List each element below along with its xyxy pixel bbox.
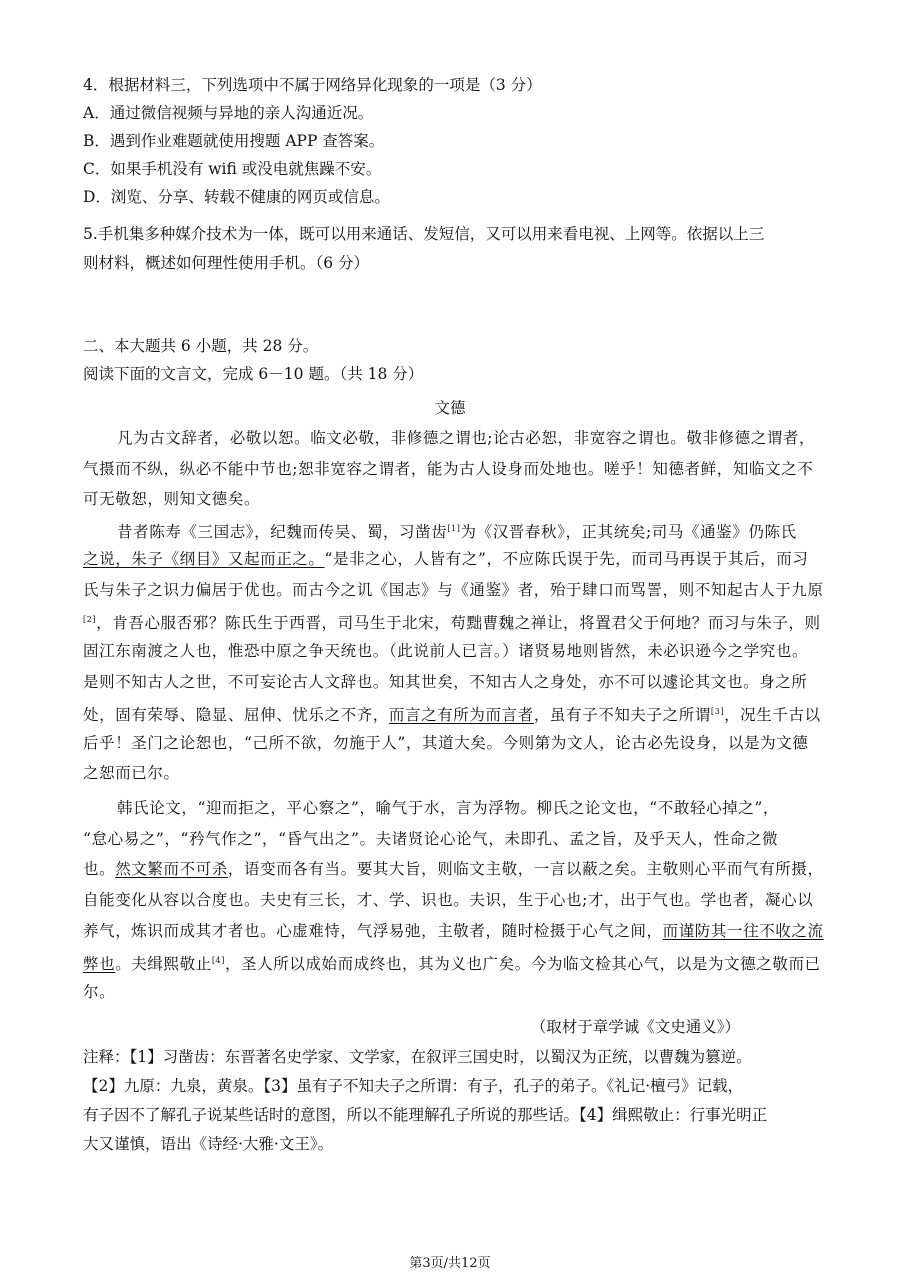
notes-line-4: 大又谨慎，语出《诗经·大雅·文王》。 bbox=[83, 1135, 334, 1153]
p3-line-7: 尔。 bbox=[83, 983, 116, 1001]
p1-line-1: 凡为古文辞者，必敬以恕。临文必敬，非修德之谓也;论古必恕，非宽容之谓也。敬非修德之谓者， bbox=[117, 429, 816, 447]
p2-line-6: 是则不知古人之世，不可妄论古人文辞也。知其世矣，不知古人之身处，亦不可以遽论其文也。身之所 bbox=[83, 673, 808, 691]
p1-line-2: 气摄而不纵，纵必不能中节也;恕非宽容之谓者，能为古人设身而处地也。嗟乎！知德者鲜，知临文之不 bbox=[83, 460, 814, 478]
q5-line-1: 5.手机集多种媒介技术为一体，既可以用来通话、发短信，又可以用来看电视、上网等。依据以上三 bbox=[83, 225, 765, 243]
p3-line-1: 韩氏论文，“迎而拒之，平心察之”，喻气于水，言为浮物。柳氏之论文也，“不敢轻心掉之”， bbox=[117, 799, 779, 817]
p3-line-4: 自能变化从容以合度也。夫史有三长，才、学、识也。夫识，生于心也;才，出于气也。学也者，凝心以 bbox=[83, 891, 814, 909]
p1-line-3: 可无敬恕，则知文德矣。 bbox=[83, 490, 261, 508]
p3-line-2: “怠心易之”，“矜气作之”，“昏气出之”。夫诸贤论心论气，未即孔、孟之旨，及乎天人，性命之微 bbox=[83, 830, 779, 848]
p3-line-6: 弊也。夫缉熙敬止[4]，圣人所以成始而成终也，其为义也广矣。今为临文检其心气，以是为文德之敬而已 bbox=[83, 955, 821, 973]
section-heading: 二、本大题共 6 小题，共 28 分。 bbox=[83, 337, 319, 355]
notes-line-3: 有子因不了解孔子说某些话时的意图，所以不能理解孔子所说的那些话。【4】缉熙敬止：行事光明正 bbox=[83, 1106, 768, 1124]
p2-line-8: 后乎！圣门之论恕也，“己所不欲，勿施于人”，其道大矣。今则第为文人，论古必先设身，以是为文德 bbox=[83, 734, 809, 752]
underlined-phrase: 而言之有所为而言者 bbox=[388, 706, 534, 724]
underlined-phrase: 而谨防其一往不收之流 bbox=[662, 922, 824, 940]
p2-line-9: 之恕而已尔。 bbox=[83, 764, 180, 782]
q4-option-d: D．浏览、分享、转载不健康的网页或信息。 bbox=[83, 188, 390, 206]
footnote-ref-1: [1] bbox=[447, 524, 461, 533]
notes-line-1: 注释：【1】习凿齿：东晋著名史学家、文学家，在叙评三国史时，以蜀汉为正统，以曹魏为篡逆。 bbox=[83, 1048, 752, 1066]
q4-option-c: C．如果手机没有 wifi 或没电就焦躁不安。 bbox=[83, 160, 382, 178]
p3-line-3: 也。然文繁而不可杀，语变而各有当。要其大旨，则临文主敬，一言以蔽之矣。主敬则心平而气有所摄， bbox=[83, 860, 824, 878]
underlined-phrase: 之说，朱子《纲目》又起而正之。 bbox=[83, 550, 325, 568]
q5-line-2: 则材料，概述如何理性使用手机。（6 分） bbox=[83, 254, 370, 272]
footnote-ref-4: [4] bbox=[211, 956, 225, 965]
p2-line-1: 昔者陈寿《三国志》，纪魏而传吴、蜀，习凿齿[1]为《汉晋春秋》，正其统矣;司马《通鉴》仍陈氏 bbox=[117, 523, 797, 541]
passage-title: 文德 bbox=[434, 399, 466, 417]
notes-line-2: 【2】九原：九泉，黄泉。【3】虽有子不知夫子之所谓：有子，孔子的弟子。《礼记·檀弓》记载， bbox=[83, 1077, 744, 1095]
footnote-ref-3: [3] bbox=[710, 707, 725, 716]
q4-option-a: A．通过微信视频与异地的亲人沟通近况。 bbox=[83, 104, 374, 122]
p2-line-7: 处，固有荣辱、隐显、屈伸、忧乐之不齐，而言之有所为而言者，虽有子不知夫子之所谓[3]，况生千古以 bbox=[83, 706, 821, 724]
page-number: 第3页/共12页 bbox=[409, 1256, 491, 1271]
p2-line-5: 固江东南渡之人也，惟恐中原之争天统也。（此说前人已言。）诸贤易地则皆然，未必识逊今之学究也。 bbox=[83, 642, 809, 660]
p2-line-4: [2]，肯吾心服否邪？陈氏生于西晋，司马生于北宋，苟黜曹魏之禅让，将置君父于何地？而习与朱子，则 bbox=[83, 614, 821, 632]
passage-source: （取材于章学诚《文史通义》） bbox=[530, 1018, 740, 1036]
p2-line-3: 氏与朱子之识力偏居于优也。而古今之讥《国志》与《通鉴》者，殆于肆口而骂詈，则不知起古人于九原 bbox=[83, 581, 824, 599]
q4-option-b: B．遇到作业难题就使用搜题 APP 查答案。 bbox=[83, 132, 385, 150]
q4-stem: 4．根据材料三，下列选项中不属于网络异化现象的一项是（3 分） bbox=[83, 76, 542, 94]
p3-line-5: 养气，炼识而成其才者也。心虚难恃，气浮易弛，主敬者，随时检摄于心气之间，而谨防其一往不收之流 bbox=[83, 922, 824, 940]
underlined-phrase: 弊也 bbox=[83, 955, 116, 973]
underlined-phrase: 然文繁而不可杀 bbox=[115, 860, 228, 878]
section-instruction: 阅读下面的文言文，完成 6－10 题。（共 18 分） bbox=[83, 365, 424, 383]
footnote-ref-2: [2] bbox=[83, 615, 97, 624]
p2-line-2: 之说，朱子《纲目》又起而正之。“是非之心，人皆有之”，不应陈氏误于先，而司马再误于其后，而习 bbox=[83, 550, 809, 568]
